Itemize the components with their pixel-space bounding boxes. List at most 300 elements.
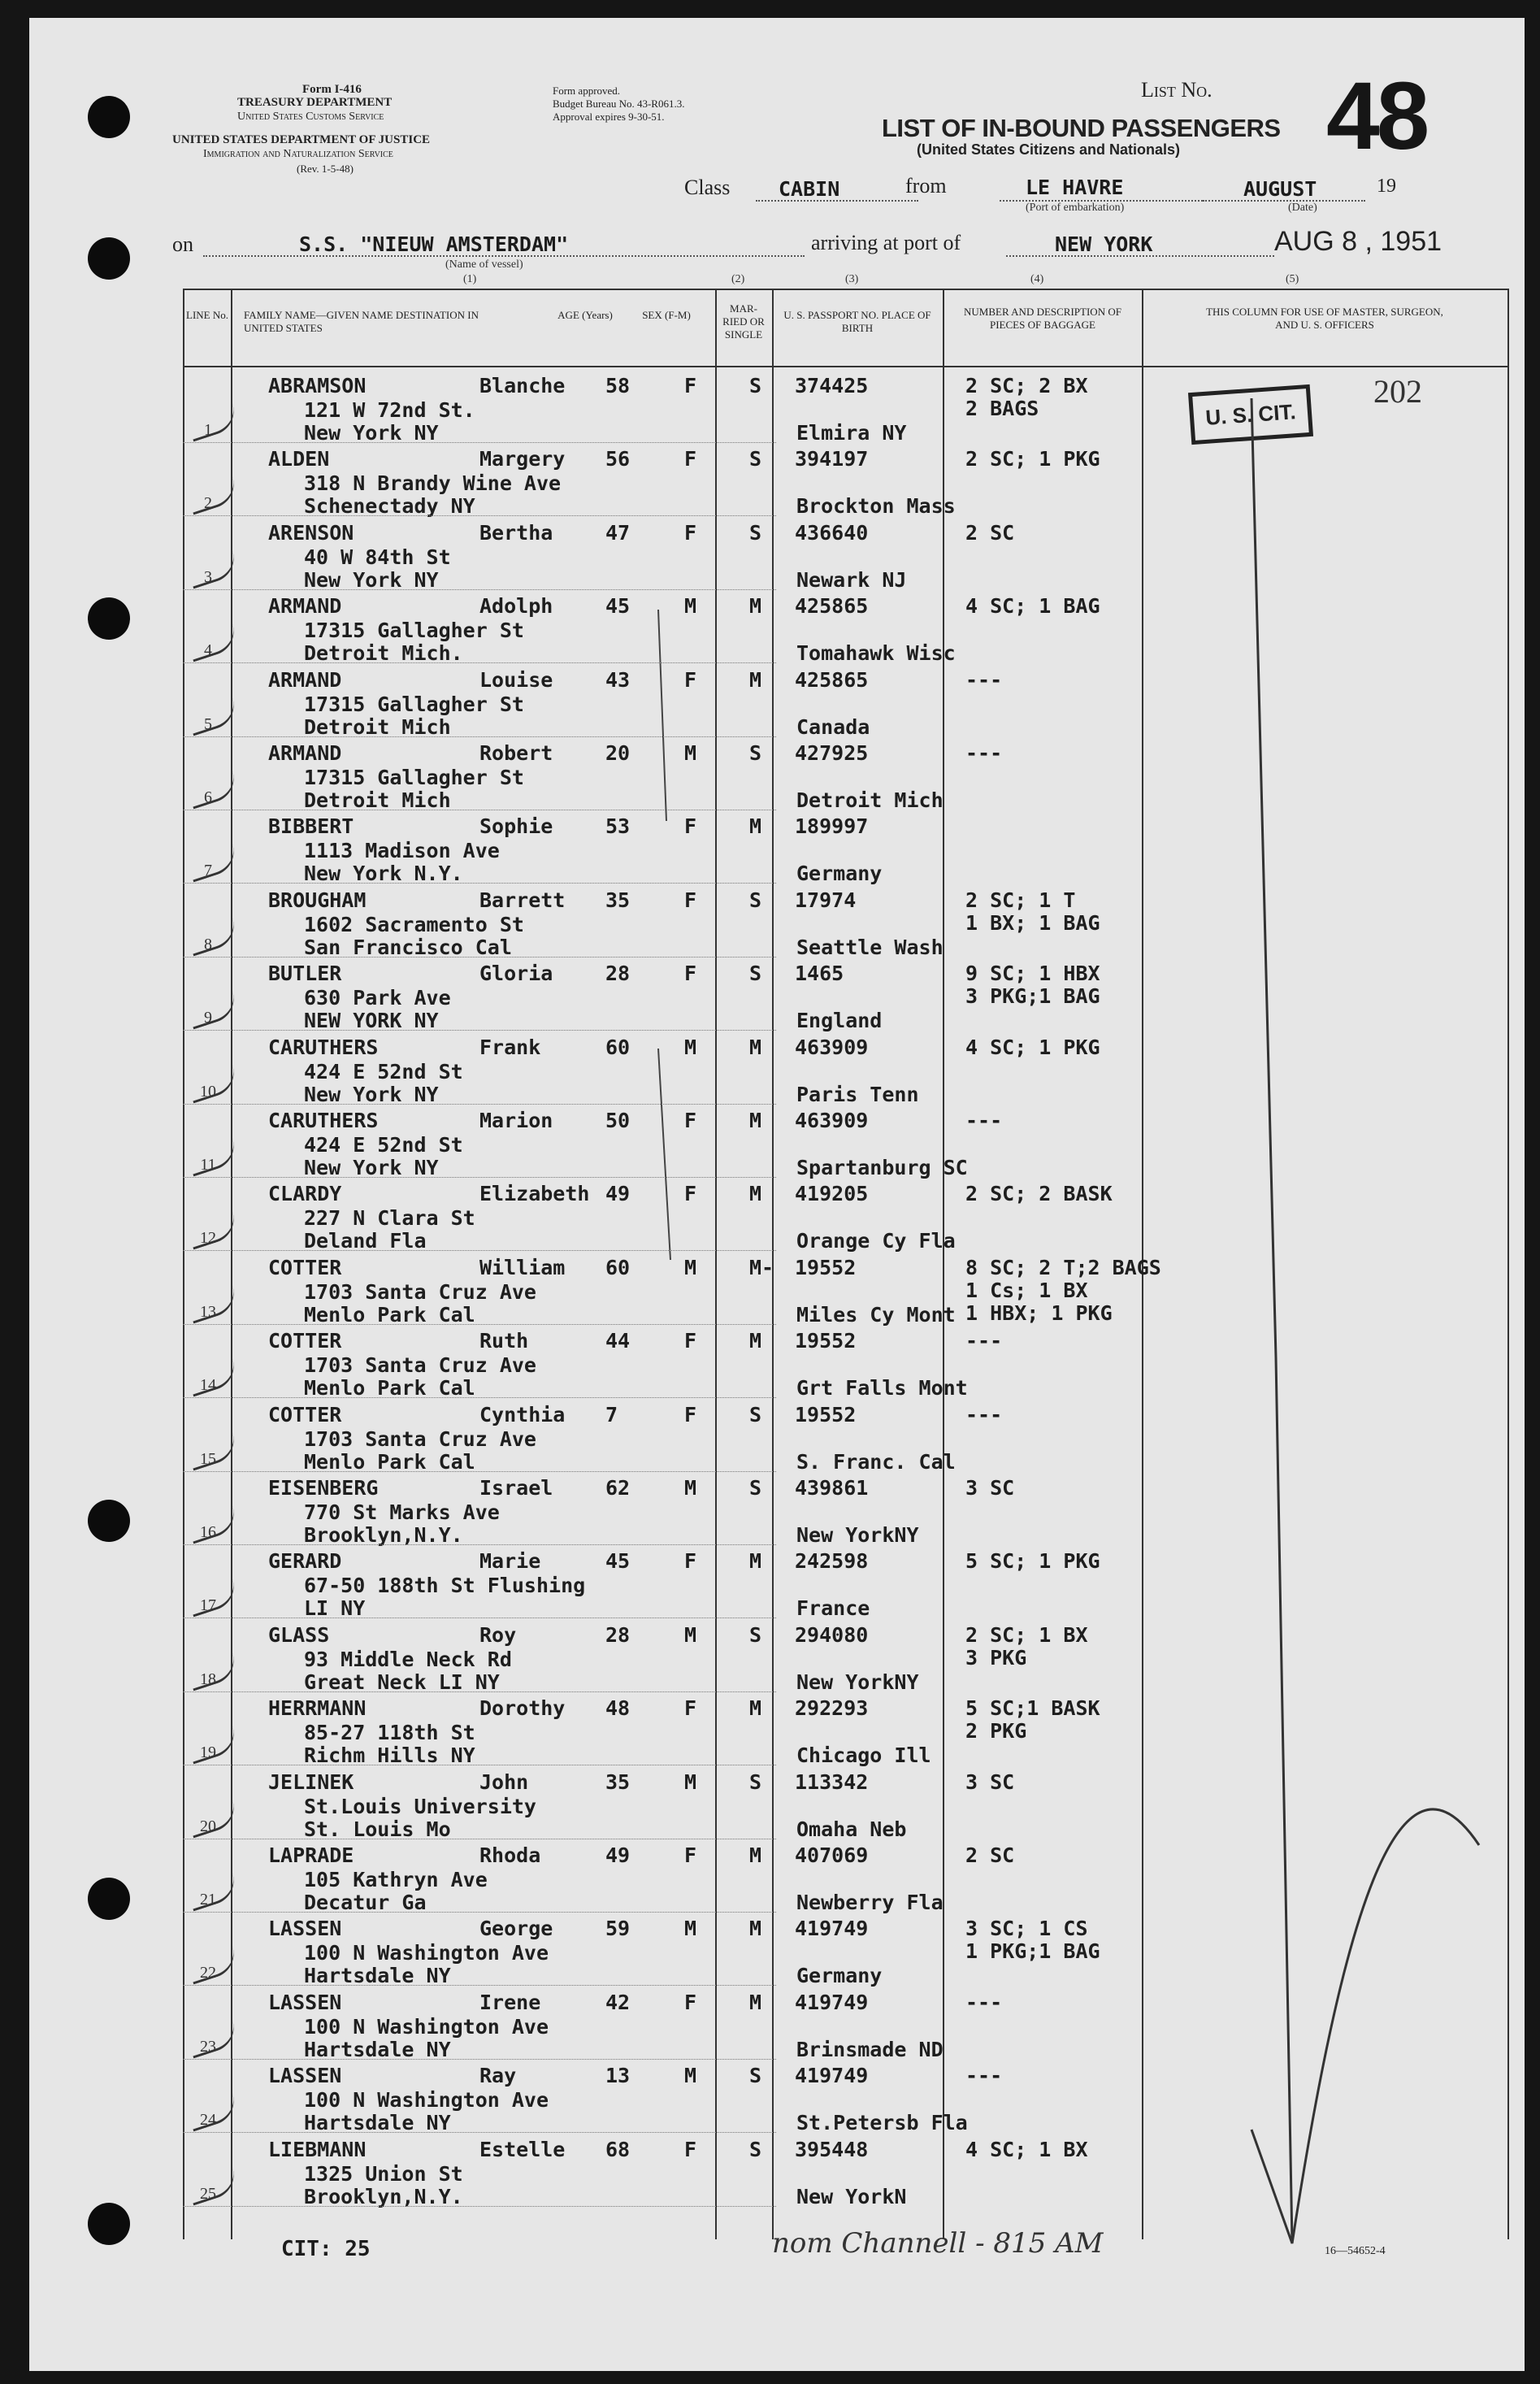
- line-number: 22: [200, 1964, 216, 1982]
- table-row: [0, 1179, 1540, 1252]
- given-name: Blanche: [479, 374, 566, 397]
- given-name: Rhoda: [479, 1843, 541, 1867]
- marital-status: S: [749, 1476, 762, 1500]
- col-num-5: (5): [1286, 273, 1299, 285]
- sex: M: [684, 1770, 697, 1794]
- family-name: ALDEN: [268, 447, 330, 471]
- us-cit-stamp: U. S. CIT.: [1188, 384, 1313, 445]
- baggage-line-1: 2 SC: [965, 521, 1015, 545]
- table-row: [0, 1105, 1540, 1179]
- address-line-2: Brooklyn,N.Y.: [304, 2185, 463, 2208]
- family-name: BROUGHAM: [268, 888, 367, 912]
- line-number: 25: [200, 2185, 216, 2203]
- col-num-1: (1): [463, 273, 477, 285]
- family-name: COTTER: [268, 1403, 342, 1426]
- table-header-rule: [183, 366, 1507, 367]
- address-line-2: Richm Hills NY: [304, 1743, 475, 1767]
- address-line-2: LI NY: [304, 1596, 366, 1620]
- marital-status: M: [749, 1843, 762, 1867]
- line-number: 11: [200, 1156, 216, 1174]
- family-name: EISENBERG: [268, 1476, 379, 1500]
- vessel-caption: (Name of vessel): [445, 258, 523, 271]
- table-row: [0, 371, 1540, 444]
- row-separator: [183, 1985, 776, 1986]
- passport-no: 189997: [795, 814, 869, 838]
- row-separator: [183, 957, 776, 958]
- address-line-1: 318 N Brandy Wine Ave: [304, 471, 562, 495]
- address-line-2: New York NY: [304, 1156, 439, 1179]
- line-number: 24: [200, 2111, 216, 2129]
- given-name: William: [479, 1256, 566, 1279]
- marital-status: M: [749, 1991, 762, 2014]
- age: 68: [605, 2138, 631, 2161]
- place-of-birth: Paris Tenn: [796, 1083, 919, 1106]
- col-num-3: (3): [845, 273, 859, 285]
- age: 49: [605, 1843, 631, 1867]
- row-separator: [183, 1471, 776, 1472]
- age: 35: [605, 888, 631, 912]
- binder-hole: [88, 2203, 130, 2245]
- passport-no: 425865: [795, 594, 869, 618]
- age: 49: [605, 1182, 631, 1205]
- passport-no: 439861: [795, 1476, 869, 1500]
- list-no-label: List No.: [1141, 78, 1212, 102]
- line-number: 6: [204, 788, 212, 806]
- sex: M: [684, 1476, 697, 1500]
- line-number: 18: [200, 1670, 216, 1688]
- passport-no: 463909: [795, 1036, 869, 1059]
- passport-no: 427925: [795, 741, 869, 765]
- given-name: Ruth: [479, 1329, 529, 1353]
- passport-no: 394197: [795, 447, 869, 471]
- address-line-1: 227 N Clara St: [304, 1206, 475, 1230]
- place-of-birth: New YorkNY: [796, 1523, 919, 1547]
- table-row: [0, 1546, 1540, 1619]
- given-name: Ray: [479, 2064, 517, 2087]
- table-row: [0, 1987, 1540, 2060]
- place-of-birth: St.Petersb Fla: [796, 2111, 968, 2134]
- line-number: 12: [200, 1229, 216, 1247]
- passport-no: 19552: [795, 1256, 857, 1279]
- address-line-2: Detroit Mich.: [304, 641, 463, 665]
- row-separator: [183, 1177, 776, 1178]
- row-separator: [183, 1250, 776, 1251]
- passport-no: 374425: [795, 374, 869, 397]
- sex: F: [684, 888, 697, 912]
- sex: F: [684, 962, 697, 985]
- line-number: 17: [200, 1596, 216, 1614]
- age: 56: [605, 447, 631, 471]
- from-label: from: [905, 174, 947, 198]
- address-line-2: Detroit Mich: [304, 788, 451, 812]
- sex: F: [684, 814, 697, 838]
- given-name: Bertha: [479, 521, 553, 545]
- address-line-1: 1703 Santa Cruz Ave: [304, 1353, 536, 1377]
- col-officers: THIS COLUMN FOR USE OF MASTER, SURGEON, AND U. S. OFFICERS: [1206, 306, 1443, 331]
- address-line-2: Detroit Mich: [304, 715, 451, 739]
- address-line-2: Brooklyn,N.Y.: [304, 1523, 463, 1547]
- baggage-line-1: ---: [965, 2064, 1003, 2087]
- family-name: GLASS: [268, 1623, 330, 1647]
- sex: F: [684, 1991, 697, 2014]
- address-line-1: 85-27 118th St: [304, 1721, 475, 1744]
- passport-no: 395448: [795, 2138, 869, 2161]
- sex: F: [684, 374, 697, 397]
- line-number: 20: [200, 1817, 216, 1835]
- place-of-birth: Newark NJ: [796, 568, 907, 592]
- baggage-line-1: 2 SC; 1 BX: [965, 1623, 1088, 1647]
- passport-no: 419205: [795, 1182, 869, 1205]
- line-number: 2: [204, 494, 212, 512]
- table-row: [0, 1400, 1540, 1473]
- year-prefix: 19: [1377, 176, 1396, 197]
- row-separator: [183, 1544, 776, 1545]
- family-name: JELINEK: [268, 1770, 354, 1794]
- col-num-2: (2): [731, 273, 745, 285]
- sex: M: [684, 1036, 697, 1059]
- class-value: CABIN: [779, 177, 840, 201]
- col-passport: U. S. PASSPORT NO. PLACE OF BIRTH: [783, 309, 931, 334]
- age: 43: [605, 668, 631, 692]
- arriving-label: arriving at port of: [811, 231, 961, 254]
- family-name: LIEBMANN: [268, 2138, 367, 2161]
- address-line-1: St.Louis University: [304, 1795, 536, 1818]
- address-line-2: Menlo Park Cal: [304, 1303, 475, 1327]
- baggage-line-1: ---: [965, 1109, 1003, 1132]
- customs-service: United States Customs Service: [237, 111, 384, 123]
- given-name: Israel: [479, 1476, 553, 1500]
- address-line-2: New York N.Y.: [304, 862, 463, 885]
- age: 7: [605, 1403, 618, 1426]
- place-of-birth: New YorkNY: [796, 1670, 919, 1694]
- sex: M: [684, 594, 697, 618]
- row-separator: [183, 515, 776, 516]
- marital-status: S: [749, 2138, 762, 2161]
- given-name: Dorothy: [479, 1696, 566, 1720]
- table-row: [0, 444, 1540, 517]
- baggage-line-1: ---: [965, 1991, 1003, 2014]
- marital-status: M: [749, 1182, 762, 1205]
- address-line-2: St. Louis Mo: [304, 1817, 451, 1841]
- col-baggage: NUMBER AND DESCRIPTION OF PIECES OF BAGGAGE: [964, 306, 1121, 331]
- revision: (Rev. 1-5-48): [297, 163, 354, 175]
- family-name: BIBBERT: [268, 814, 354, 838]
- address-line-1: 67-50 188th St Flushing: [304, 1574, 586, 1597]
- table-row: [0, 1473, 1540, 1546]
- table-row: [0, 811, 1540, 884]
- baggage-line-1: 2 SC; 2 BASK: [965, 1182, 1113, 1205]
- sex: M: [684, 1917, 697, 1940]
- marital-status: S: [749, 1770, 762, 1794]
- given-name: Margery: [479, 447, 566, 471]
- col-sex: SEX (F-M): [642, 309, 691, 321]
- line-number: 15: [200, 1450, 216, 1468]
- place-of-birth: Tomahawk Wisc: [796, 641, 956, 665]
- line-number: 1: [204, 421, 212, 439]
- approval-line-1: Form approved.: [553, 85, 621, 97]
- marital-status: M: [749, 1036, 762, 1059]
- place-of-birth: Chicago Ill: [796, 1743, 931, 1767]
- age: 42: [605, 1991, 631, 2014]
- row-separator: [183, 1104, 776, 1105]
- line-number: 23: [200, 2038, 216, 2056]
- sex: F: [684, 447, 697, 471]
- form-id: Form I-416: [302, 83, 362, 96]
- table-row: [0, 1253, 1540, 1326]
- marital-status: M: [749, 1549, 762, 1573]
- age: 58: [605, 374, 631, 397]
- given-name: John: [479, 1770, 529, 1794]
- place-of-birth: Seattle Wash: [796, 936, 944, 959]
- baggage-line-1: 4 SC; 1 PKG: [965, 1036, 1100, 1059]
- baggage-line-2: 2 PKG: [965, 1719, 1027, 1743]
- marital-status: M: [749, 1696, 762, 1720]
- row-separator: [183, 662, 776, 663]
- passport-no: 436640: [795, 521, 869, 545]
- table-row: [0, 1840, 1540, 1913]
- date-value: AUGUST: [1243, 177, 1317, 201]
- line-number: 7: [204, 862, 212, 879]
- row-separator: [183, 2059, 776, 2060]
- sex: F: [684, 521, 697, 545]
- line-number: 4: [204, 641, 212, 659]
- row-separator: [183, 1324, 776, 1325]
- marital-status: S: [749, 2064, 762, 2087]
- given-name: Robert: [479, 741, 553, 765]
- citizen-count: CIT: 25: [281, 2237, 371, 2261]
- address-line-2: Great Neck LI NY: [304, 1670, 500, 1694]
- passport-no: 17974: [795, 888, 857, 912]
- sex: F: [684, 1329, 697, 1353]
- family-name: HERRMANN: [268, 1696, 367, 1720]
- age: 45: [605, 1549, 631, 1573]
- age: 47: [605, 521, 631, 545]
- age: 60: [605, 1256, 631, 1279]
- marital-status: M: [749, 594, 762, 618]
- passport-no: 463909: [795, 1109, 869, 1132]
- row-separator: [183, 883, 776, 884]
- place-of-birth: Germany: [796, 862, 883, 885]
- passport-no: 419749: [795, 1991, 869, 2014]
- col-married: MAR-RIED OR SINGLE: [722, 302, 765, 341]
- table-row: [0, 1620, 1540, 1693]
- table-row: [0, 958, 1540, 1031]
- row-separator: [183, 1397, 776, 1398]
- address-line-2: San Francisco Cal: [304, 936, 512, 959]
- marital-status: S: [749, 521, 762, 545]
- baggage-line-2: 1 Cs; 1 BX: [965, 1279, 1088, 1302]
- row-separator: [183, 442, 776, 443]
- date-caption: (Date): [1288, 202, 1317, 214]
- age: 59: [605, 1917, 631, 1940]
- baggage-line-1: 3 SC: [965, 1770, 1015, 1794]
- given-name: Marie: [479, 1549, 541, 1573]
- passport-no: 19552: [795, 1403, 857, 1426]
- baggage-line-2: 1 PKG;1 BAG: [965, 1939, 1100, 1963]
- address-line-1: 17315 Gallagher St: [304, 766, 524, 789]
- family-name: CARUTHERS: [268, 1036, 379, 1059]
- baggage-line-1: ---: [965, 1329, 1003, 1353]
- place-of-birth: Omaha Neb: [796, 1817, 907, 1841]
- address-line-2: Decatur Ga: [304, 1891, 427, 1914]
- treasury-dept: TREASURY DEPARTMENT: [237, 96, 393, 109]
- table-row: [0, 1693, 1540, 1766]
- table-row: [0, 1767, 1540, 1840]
- baggage-line-1: 5 SC; 1 PKG: [965, 1549, 1100, 1573]
- baggage-line-1: 2 SC: [965, 1843, 1015, 1867]
- address-line-1: 105 Kathryn Ave: [304, 1868, 488, 1891]
- baggage-line-3: 1 HBX; 1 PKG: [965, 1301, 1113, 1325]
- family-name: COTTER: [268, 1329, 342, 1353]
- row-separator: [183, 589, 776, 590]
- family-name: ARMAND: [268, 668, 342, 692]
- marital-status: S: [749, 1623, 762, 1647]
- baggage-line-1: 3 SC: [965, 1476, 1015, 1500]
- family-name: LAPRADE: [268, 1843, 354, 1867]
- age: 60: [605, 1036, 631, 1059]
- address-line-1: 17315 Gallagher St: [304, 619, 524, 642]
- marital-status: M: [749, 814, 762, 838]
- address-line-1: 17315 Gallagher St: [304, 693, 524, 716]
- sex: F: [684, 1403, 697, 1426]
- margin-note: 202: [1373, 373, 1422, 410]
- family-name: LASSEN: [268, 1917, 342, 1940]
- sex: F: [684, 1549, 697, 1573]
- baggage-line-2: 1 BX; 1 BAG: [965, 911, 1100, 935]
- marital-status: S: [749, 374, 762, 397]
- address-line-1: 770 St Marks Ave: [304, 1500, 500, 1524]
- baggage-line-1: 5 SC;1 BASK: [965, 1696, 1100, 1720]
- approval-line-3: Approval expires 9-30-51.: [553, 111, 665, 123]
- signature-note: nom Channell - 815 AM: [772, 2227, 1104, 2260]
- arrival-port: NEW YORK: [1055, 232, 1153, 256]
- age: 28: [605, 1623, 631, 1647]
- line-number: 19: [200, 1743, 216, 1761]
- address-line-2: Schenectady NY: [304, 494, 475, 518]
- baggage-line-1: 2 SC; 2 BX: [965, 374, 1088, 397]
- sex: M: [684, 741, 697, 765]
- family-name: LASSEN: [268, 1991, 342, 2014]
- address-line-1: 630 Park Ave: [304, 986, 451, 1010]
- place-of-birth: Elmira NY: [796, 421, 907, 445]
- address-line-1: 1703 Santa Cruz Ave: [304, 1427, 536, 1451]
- line-number: 10: [200, 1083, 216, 1101]
- age: 48: [605, 1696, 631, 1720]
- address-line-1: 424 E 52nd St: [304, 1060, 463, 1083]
- class-label: Class: [684, 176, 731, 199]
- passport-no: 242598: [795, 1549, 869, 1573]
- given-name: Sophie: [479, 814, 553, 838]
- place-of-birth: France: [796, 1596, 870, 1620]
- family-name: ARMAND: [268, 594, 342, 618]
- address-line-1: 40 W 84th St: [304, 545, 451, 569]
- col-line-no: LINE No.: [186, 309, 228, 321]
- place-of-birth: Brinsmade ND: [796, 2038, 944, 2061]
- marital-status: M: [749, 1917, 762, 1940]
- place-of-birth: Germany: [796, 1964, 883, 1987]
- address-line-2: Hartsdale NY: [304, 2111, 451, 2134]
- given-name: Adolph: [479, 594, 553, 618]
- sex: M: [684, 1623, 697, 1647]
- sex: F: [684, 668, 697, 692]
- address-line-1: 93 Middle Neck Rd: [304, 1648, 512, 1671]
- line-number: 3: [204, 568, 212, 586]
- port-caption: (Port of embarkation): [1026, 202, 1125, 214]
- passport-no: 292293: [795, 1696, 869, 1720]
- marital-status: S: [749, 1403, 762, 1426]
- baggage-line-1: ---: [965, 741, 1003, 765]
- address-line-2: New York NY: [304, 1083, 439, 1106]
- table-row: [0, 2134, 1540, 2208]
- age: 62: [605, 1476, 631, 1500]
- place-of-birth: England: [796, 1009, 883, 1032]
- table-row: [0, 518, 1540, 591]
- address-line-2: New York NY: [304, 421, 439, 445]
- line-number: 5: [204, 715, 212, 733]
- col-num-4: (4): [1030, 273, 1044, 285]
- place-of-birth: Grt Falls Mont: [796, 1376, 968, 1400]
- given-name: Elizabeth: [479, 1182, 590, 1205]
- passport-no: 294080: [795, 1623, 869, 1647]
- line-number: 14: [200, 1376, 216, 1394]
- marital-status: S: [749, 741, 762, 765]
- place-of-birth: Orange Cy Fla: [796, 1229, 956, 1253]
- family-name: ARENSON: [268, 521, 354, 545]
- row-separator: [183, 1030, 776, 1031]
- age: 20: [605, 741, 631, 765]
- place-of-birth: Detroit Mich: [796, 788, 944, 812]
- row-separator: [183, 2206, 776, 2207]
- print-code: 16—54652-4: [1325, 2245, 1386, 2257]
- table-row: [0, 2060, 1540, 2134]
- line-number: 9: [204, 1009, 212, 1027]
- address-line-1: 1703 Santa Cruz Ave: [304, 1280, 536, 1304]
- passport-no: 425865: [795, 668, 869, 692]
- form-title: LIST OF IN-BOUND PASSENGERS: [882, 114, 1281, 142]
- baggage-line-1: ---: [965, 1403, 1003, 1426]
- approval-line-2: Budget Bureau No. 43-R061.3.: [553, 98, 685, 110]
- family-name: ABRAMSON: [268, 374, 367, 397]
- form-subtitle: (United States Citizens and Nationals): [917, 141, 1181, 158]
- place-of-birth: Spartanburg SC: [796, 1156, 968, 1179]
- baggage-line-2: 2 BAGS: [965, 397, 1039, 420]
- age: 13: [605, 2064, 631, 2087]
- justice-dept: UNITED STATES DEPARTMENT OF JUSTICE: [172, 133, 431, 146]
- place-of-birth: New YorkN: [796, 2185, 907, 2208]
- family-name: ARMAND: [268, 741, 342, 765]
- address-line-2: NEW YORK NY: [304, 1009, 439, 1032]
- sex: M: [684, 2064, 697, 2087]
- baggage-line-1: 3 SC; 1 CS: [965, 1917, 1088, 1940]
- passport-no: 419749: [795, 2064, 869, 2087]
- address-line-2: Menlo Park Cal: [304, 1376, 475, 1400]
- table-row: [0, 885, 1540, 958]
- address-line-1: 100 N Washington Ave: [304, 2088, 549, 2112]
- given-name: Cynthia: [479, 1403, 566, 1426]
- given-name: Estelle: [479, 2138, 566, 2161]
- address-line-2: Menlo Park Cal: [304, 1450, 475, 1474]
- family-name: LASSEN: [268, 2064, 342, 2087]
- address-line-2: Hartsdale NY: [304, 2038, 451, 2061]
- baggage-line-1: 2 SC; 1 T: [965, 888, 1076, 912]
- sex: F: [684, 2138, 697, 2161]
- family-name: GERARD: [268, 1549, 342, 1573]
- vessel-name: S.S. "NIEUW AMSTERDAM": [299, 232, 569, 256]
- row-separator: [183, 2132, 776, 2133]
- table-row: [0, 1326, 1540, 1399]
- table-row: [0, 1032, 1540, 1105]
- baggage-line-1: 4 SC; 1 BX: [965, 2138, 1088, 2161]
